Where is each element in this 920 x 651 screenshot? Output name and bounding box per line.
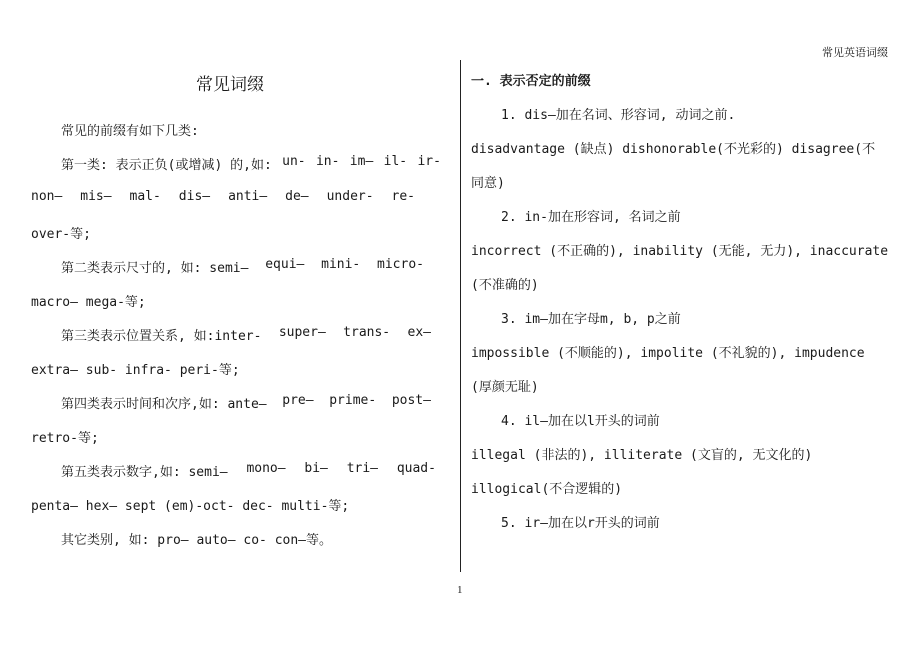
cat5-line2: penta— hex— sept (em)-oct- dec- multi-等; — [31, 499, 350, 514]
section-heading: 一. 表示否定的前缀 — [471, 74, 591, 89]
cat1-word: in- — [315, 154, 340, 169]
cat3-word: super— — [278, 325, 326, 340]
item-4-example-cont: illogical(不合逻辑的) — [471, 482, 623, 497]
cat1-line1 — [61, 154, 441, 173]
cat2-word: equi— — [265, 257, 305, 272]
cat5-word: 第五类表示数字,如: semi— — [61, 465, 228, 480]
item-2-example: incorrect (不正确的), inability (无能, 无力), inaccurate — [471, 244, 889, 259]
cat3-word: trans- — [343, 325, 391, 340]
item-1-example-cont: 同意) — [471, 176, 505, 191]
cat2-word: 第二类表示尺寸的, 如: semi— — [61, 261, 249, 276]
cat5-word: bi— — [304, 461, 328, 476]
cat2-line2: macro— mega-等; — [31, 295, 146, 310]
cat4-word: post— — [391, 393, 431, 408]
cat1-line2 — [31, 189, 415, 204]
item-3: 3. im—加在字母m, b, p之前 — [501, 312, 681, 327]
cat3-word: ex— — [407, 325, 431, 340]
cat2-word: mini- — [321, 257, 361, 272]
cat1-word: dis— — [178, 189, 211, 204]
cat4-line2: retro-等; — [31, 431, 99, 446]
cat4-line1 — [61, 393, 431, 412]
cat4-word: prime- — [329, 393, 377, 408]
cat5-word: quad- — [396, 461, 436, 476]
cat1-word: anti— — [228, 189, 268, 204]
cat4-word: pre— — [282, 393, 314, 408]
cat1-word: ir- — [417, 154, 441, 169]
item-4-example: illegal (非法的), illiterate (文盲的, 无文化的) — [471, 448, 813, 463]
page-number: 1 — [457, 584, 463, 596]
cat5-word: tri— — [346, 461, 378, 476]
cat5-word: mono— — [246, 461, 286, 476]
cat1-word: mis— — [80, 189, 112, 204]
item-3-example: impossible (不顺能的), impolite (不礼貌的), impudence — [471, 346, 865, 361]
cat5-line1 — [61, 461, 436, 480]
cat4-word: 第四类表示时间和次序,如: ante— — [61, 397, 267, 412]
item-1-example: disadvantage (缺点) dishonorable(不光彩的) disagree(不 — [471, 142, 876, 157]
item-2-example-cont: (不准确的) — [471, 278, 539, 293]
running-header: 常见英语词缀 — [822, 46, 888, 59]
cat3-line2: extra— sub- infra- peri-等; — [31, 363, 240, 378]
page-title: 常见词缀 — [196, 75, 264, 95]
cat3-line1 — [61, 325, 431, 344]
cat1-word: re- — [391, 189, 415, 204]
cat1-word: non— — [31, 189, 63, 204]
item-3-example-cont: (厚颜无耻) — [471, 380, 539, 395]
column-divider — [460, 60, 461, 572]
cat2-word: micro- — [377, 257, 424, 272]
cat2-line1 — [61, 257, 424, 276]
cat1-word: de— — [285, 189, 309, 204]
item-4: 4. il—加在以l开头的词前 — [501, 414, 660, 429]
cat1-word: 第一类: 表示正负(或增减) 的,如: — [61, 158, 272, 173]
cat1-word: under- — [326, 189, 374, 204]
cat1-word: il- — [383, 154, 408, 169]
cat3-word: 第三类表示位置关系, 如:inter- — [61, 329, 262, 344]
item-2: 2. in-加在形容词, 名词之前 — [501, 210, 681, 225]
cat1-word: un- — [282, 154, 306, 169]
item-1: 1. dis—加在名词、形容词, 动词之前. — [501, 108, 736, 123]
cat1-word: im— — [349, 154, 374, 169]
cat1-line3: over-等; — [31, 227, 91, 242]
intro-line: 常见的前缀有如下几类: — [61, 124, 199, 139]
cat1-word: mal- — [129, 189, 161, 204]
item-5: 5. ir—加在以r开头的词前 — [501, 516, 660, 531]
other-line: 其它类别, 如: pro— auto— co- con—等。 — [61, 533, 333, 548]
